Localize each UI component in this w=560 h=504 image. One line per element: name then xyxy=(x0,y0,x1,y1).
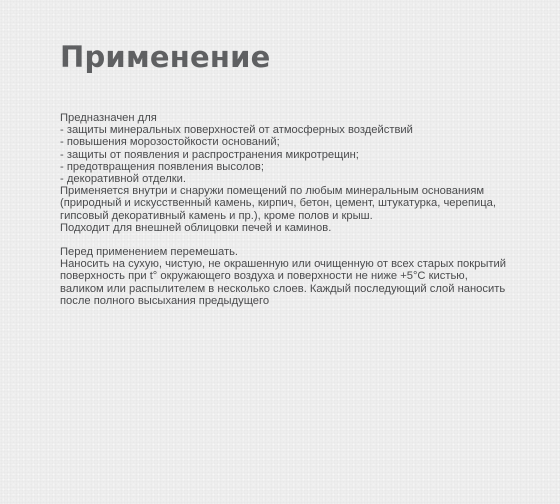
text-line: Применяется внутри и снаружи помещений по любым минеральным основаниям xyxy=(60,185,485,198)
page-title: Применение xyxy=(60,40,271,74)
text-line: валиком или распылителем в несколько слоев. Каждый последующий слой наносить xyxy=(60,282,506,295)
text-line: - декоративной отделки. xyxy=(60,172,186,185)
text-line: - повышения морозостойкости оснований; xyxy=(60,136,280,149)
text-line: Предназначен для xyxy=(60,112,157,124)
text-line: Наносить на сухую, чистую, не окрашенную или очищенную от всех старых покрытий xyxy=(60,258,507,271)
text-line: - защиты от появления и распространения микротрещин; xyxy=(60,148,359,161)
text-line: Перед применением перемешать. xyxy=(60,246,239,259)
text-line: гипсовый декоративный камень и пр.), кроме полов и крыш. xyxy=(60,209,373,222)
text-line: Подходит для внешней облицовки печей и каминов. xyxy=(60,221,332,234)
paragraph-gap xyxy=(60,234,535,246)
text-line: поверхность при t° окружающего воздуха и поверхности не ниже +5°С кистью, xyxy=(60,270,468,283)
instructions-paragraph xyxy=(60,246,535,307)
purpose-paragraph xyxy=(60,112,535,234)
text-line: - защиты минеральных поверхностей от атмосферных воздействий xyxy=(60,124,413,137)
text-line: после полного высыхания предыдущего xyxy=(60,294,270,307)
content xyxy=(60,112,535,307)
text-line: (природный и искусственный камень, кирпич, бетон, цемент, штукатурка, черепица, xyxy=(60,197,497,210)
text-line: - предотвращения появления высолов; xyxy=(60,160,264,173)
